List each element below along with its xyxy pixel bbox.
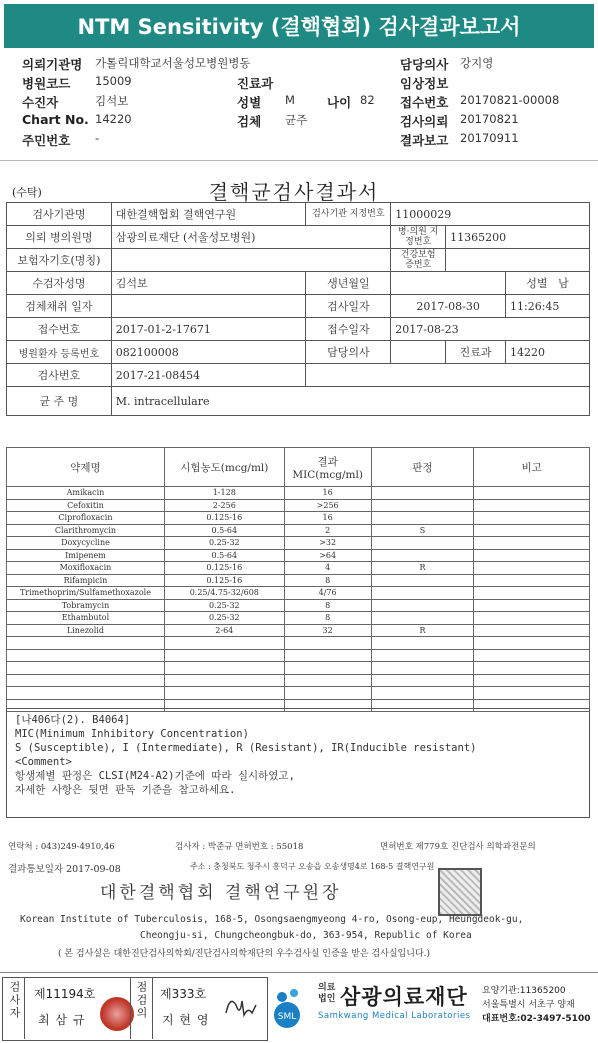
drug-row-empty — [7, 674, 590, 687]
drug-cell — [164, 649, 284, 662]
receipt-label: 접수번호 — [400, 95, 449, 110]
drug-row-empty — [7, 637, 590, 650]
lab-no-value: 11000029 — [391, 203, 590, 226]
drug-cell — [371, 612, 474, 625]
drug-cell: 0.125-16 — [164, 574, 284, 587]
drug-cell — [7, 662, 165, 675]
drug-cell — [284, 662, 371, 675]
drug-cell — [474, 512, 590, 525]
ssn-label: 주민번호 — [22, 133, 71, 148]
report-info — [0, 52, 598, 152]
drug-header-cell: 비고 — [474, 448, 590, 487]
chart-label: Chart No. — [22, 112, 89, 127]
drug-cell — [7, 687, 165, 700]
drug-cell: 2 — [284, 524, 371, 537]
test-no-value: 2017-21-08454 — [111, 364, 306, 387]
scan-title: 결핵균검사결과서 — [208, 180, 380, 204]
checker-no: 제333호 — [160, 987, 207, 1001]
drug-cell — [371, 662, 474, 675]
drug-cell: R — [371, 624, 474, 637]
drug-cell: 0.5-64 — [164, 524, 284, 537]
comment-line: MIC(Minimum Inhibitory Concentration) — [15, 728, 249, 740]
req-no-label: 병·의원 지정번호 — [391, 226, 446, 249]
drug-cell — [164, 662, 284, 675]
sml-logo-icon — [270, 985, 304, 1029]
drug-cell: Amikacin — [7, 487, 165, 500]
drug-cell: 2-256 — [164, 499, 284, 512]
drug-cell — [474, 599, 590, 612]
institute-en-2: Cheongju-si, Chungcheongbuk-do, 363-954, Republic of Korea — [140, 930, 472, 941]
checker-name: 지 현 영 — [162, 1013, 210, 1027]
req-hosp-value: 삼광의료재단 (서울성모병원) — [111, 226, 390, 249]
collect-label: 검체채취 일자 — [7, 295, 112, 318]
drug-cell: 0.25-32 — [164, 537, 284, 550]
drug-cell: Rifampicin — [7, 574, 165, 587]
comment-line: 자세한 사항은 뒷면 판독 기준을 참고하세요. — [15, 784, 236, 796]
drug-cell: 16 — [284, 487, 371, 500]
ssn-value: - — [95, 131, 100, 145]
drug-cell: R — [371, 562, 474, 575]
drug-header-cell: 판정 — [371, 448, 474, 487]
drug-cell: Clarithromycin — [7, 524, 165, 537]
lab-address: 서울특별시 서초구 양재 — [482, 1000, 575, 1010]
drug-row — [7, 599, 590, 612]
drug-cell — [284, 637, 371, 650]
hospital-value: 가톨릭대학교서울성모병원병동 — [95, 56, 251, 70]
drug-cell: >256 — [284, 499, 371, 512]
comment-line: S (Susceptible), I (Intermediate), R (Resistant), IR(Inducible resistant) — [15, 742, 477, 754]
drug-cell — [474, 637, 590, 650]
drug-cell — [371, 512, 474, 525]
institute-name: 대한결핵협회 결핵연구원장 — [100, 883, 342, 903]
drug-cell: 0.125-16 — [164, 512, 284, 525]
code-value: 15009 — [95, 74, 132, 88]
tester-vertical: 검사자 — [8, 981, 21, 1020]
receipt-no-value: 2017-01-2-17671 — [111, 318, 306, 341]
drug-cell — [371, 649, 474, 662]
drug-cell: Trimethoprim/Sulfamethoxazole — [7, 587, 165, 600]
drug-cell: Doxycycline — [7, 537, 165, 550]
drug-cell — [474, 549, 590, 562]
institute-en-1: Korean Institute of Tuberculosis, 168-5, Osongsaengmyeong 4-ro, Osong-eup, Heungdeok-gu, — [20, 914, 524, 925]
drug-row — [7, 612, 590, 625]
insurance-value — [111, 249, 390, 272]
drug-cell — [474, 674, 590, 687]
scan-dept-value: 14220 — [506, 341, 590, 364]
drug-cell — [474, 562, 590, 575]
drug-cell — [371, 637, 474, 650]
reg-value: 082100008 — [111, 341, 306, 364]
test-no-label: 검사번호 — [7, 364, 112, 387]
health-no-label: 건강보험 증번호 — [391, 249, 446, 272]
test-date-label: 검사일자 — [306, 295, 391, 318]
drug-row — [7, 562, 590, 575]
drug-cell: Linezolid — [7, 624, 165, 637]
drug-row — [7, 537, 590, 550]
drug-header-cell: 약제명 — [7, 448, 165, 487]
scan-doctor-label: 담당의사 — [306, 341, 391, 364]
drug-cell — [474, 537, 590, 550]
scan-doctor-value — [391, 341, 446, 364]
drug-cell: S — [371, 524, 474, 537]
patient-table — [6, 202, 590, 416]
sex-cell — [506, 272, 590, 295]
drug-cell — [371, 587, 474, 600]
tester-text: 검사자 : 박준규 면허번호 : 55018 — [175, 842, 304, 852]
drug-cell: Ciprofloxacin — [7, 512, 165, 525]
licence-text: 면허번호 제779호 진단검사 의학과전문의 — [380, 842, 536, 852]
drug-cell — [474, 662, 590, 675]
checker-signature-icon — [222, 991, 262, 1021]
drug-row — [7, 524, 590, 537]
drug-cell: 32 — [284, 624, 371, 637]
drug-row-empty — [7, 687, 590, 700]
drug-cell: 1-128 — [164, 487, 284, 500]
drug-row-empty — [7, 649, 590, 662]
lab-value: 대한결핵협회 결핵연구원 — [111, 203, 306, 226]
drug-cell — [284, 674, 371, 687]
drug-row — [7, 512, 590, 525]
request-label: 검사의뢰 — [400, 114, 449, 129]
code-label: 병원코드 — [22, 76, 71, 91]
report-title: NTM Sensitivity (결핵협회) 검사결과보고서 — [4, 4, 594, 48]
dept-label: 진료과 — [237, 76, 274, 91]
lab-phone: 대표번호:02-3497-5100 — [482, 1014, 591, 1024]
birth-value — [391, 272, 506, 295]
drug-cell — [7, 674, 165, 687]
drug-cell — [284, 687, 371, 700]
comment-line: [나406다(2). B4064] — [15, 714, 131, 726]
age-label: 나이 — [327, 95, 352, 110]
divider — [0, 160, 598, 161]
drug-cell — [371, 499, 474, 512]
specimen-label: 검체 — [237, 114, 262, 129]
brand-prefix: 의료법인 — [318, 983, 336, 1004]
clinical-label: 임상정보 — [400, 76, 449, 91]
req-hosp-label: 의뢰 병의원명 — [7, 226, 112, 249]
comment-box — [6, 708, 590, 818]
drug-cell — [371, 549, 474, 562]
divider — [24, 977, 25, 1039]
drug-cell — [474, 624, 590, 637]
drug-cell: Imipenem — [7, 549, 165, 562]
institution-code: 요양기관:11365200 — [482, 986, 566, 996]
tester-no: 제11194호 — [34, 987, 96, 1001]
specimen-value: 균주 — [285, 113, 308, 127]
drug-cell: 2-64 — [164, 624, 284, 637]
drug-cell — [474, 612, 590, 625]
drug-table — [6, 447, 590, 712]
drug-cell: 4 — [284, 562, 371, 575]
drug-cell — [474, 649, 590, 662]
drug-cell — [164, 687, 284, 700]
drug-cell: 16 — [284, 512, 371, 525]
report-date-text: 결과통보일자 2017-09-08 — [8, 864, 121, 875]
drug-cell: 0.5-64 — [164, 549, 284, 562]
receipt-date-label: 접수일자 — [306, 318, 391, 341]
health-no-value — [446, 249, 590, 272]
address-kr: 주소 : 충청북도 청주시 흥덕구 오송읍 오송생명4로 168-5 결핵연구원 — [190, 862, 435, 871]
sex-label: 성별 — [237, 95, 262, 110]
drug-cell: Ethambutol — [7, 612, 165, 625]
drug-row — [7, 549, 590, 562]
checker-vertical: 점검의 — [135, 981, 148, 1020]
drug-cell: Moxifloxacin — [7, 562, 165, 575]
certification-note: ( 본 검사실은 대한진단검사의학회/진단검사의학재단의 우수검사실 인증을 받은 검사실입니다.) — [58, 949, 431, 959]
drug-cell: 0.125-16 — [164, 562, 284, 575]
drug-cell: Tobramycin — [7, 599, 165, 612]
test-time-value: 11:26:45 — [506, 295, 590, 318]
drug-cell — [7, 637, 165, 650]
drug-cell: >32 — [284, 537, 371, 550]
drug-cell — [371, 674, 474, 687]
brand-en: Samkwang Medical Laboratories — [318, 1011, 471, 1021]
drug-cell — [474, 487, 590, 500]
report-date-value: 20170911 — [460, 131, 519, 145]
age-value: 82 — [360, 93, 375, 107]
reg-label: 병원환자 등록번호 — [7, 341, 112, 364]
scan-sex-label: 성별 — [526, 277, 548, 290]
organism-label: 균 주 명 — [7, 387, 112, 416]
name-value: 김석보 — [111, 272, 306, 295]
drug-header-cell: 시험농도(mcg/ml) — [164, 448, 284, 487]
collect-value — [111, 295, 306, 318]
sex-value: M — [285, 93, 295, 107]
drug-cell: 0.25-32 — [164, 599, 284, 612]
drug-cell — [474, 524, 590, 537]
drug-header-cell: 결과 MIC(mcg/ml) — [284, 448, 371, 487]
institute-seal-icon — [438, 868, 482, 916]
drug-row — [7, 574, 590, 587]
drug-cell: 4/76 — [284, 587, 371, 600]
scan-dept-label: 진료과 — [446, 341, 506, 364]
drug-cell — [474, 499, 590, 512]
test-date-value: 2017-08-30 — [391, 295, 506, 318]
brand-name: 삼광의료재단 — [340, 985, 468, 1009]
drug-row — [7, 487, 590, 500]
consignment-tag: (수탁) — [12, 186, 42, 199]
test-no-blank — [306, 364, 590, 387]
drug-cell: 0.25-32 — [164, 612, 284, 625]
doctor-label: 담당의사 — [400, 57, 449, 72]
drug-cell: >64 — [284, 549, 371, 562]
name-label: 수검자성명 — [7, 272, 112, 295]
patient-value: 김석보 — [95, 94, 129, 108]
req-no-value: 11365200 — [446, 226, 590, 249]
drug-cell — [164, 674, 284, 687]
drug-cell — [164, 637, 284, 650]
request-value: 20170821 — [460, 112, 519, 126]
lab-label: 검사기관명 — [7, 203, 112, 226]
patient-label: 수진자 — [22, 95, 59, 110]
tester-name: 최 삼 규 — [38, 1013, 86, 1027]
doctor-value: 강지영 — [460, 56, 494, 70]
receipt-value: 20170821-00008 — [460, 93, 560, 107]
drug-cell: Cefoxitin — [7, 499, 165, 512]
receipt-no-label: 접수번호 — [7, 318, 112, 341]
drug-cell — [371, 574, 474, 587]
logo-text: SML — [277, 1012, 297, 1022]
drug-cell — [474, 687, 590, 700]
drug-cell — [474, 574, 590, 587]
drug-cell — [371, 599, 474, 612]
divider — [130, 977, 131, 1039]
drug-body — [7, 487, 590, 712]
drug-cell — [284, 649, 371, 662]
drug-cell: 8 — [284, 574, 371, 587]
drug-row — [7, 624, 590, 637]
divider — [152, 977, 153, 1039]
contact-text: 연락처 : 043)249-4910,46 — [8, 842, 115, 852]
comment-line: 항생제별 판정은 CLSI(M24-A2)기준에 따라 실시하였고, — [15, 770, 295, 782]
drug-cell — [474, 587, 590, 600]
tester-stamp-icon — [100, 997, 134, 1031]
drug-cell — [371, 537, 474, 550]
drug-row — [7, 587, 590, 600]
insurance-label: 보험자기호(명칭) — [7, 249, 112, 272]
birth-label: 생년월일 — [306, 272, 391, 295]
drug-row-empty — [7, 662, 590, 675]
drug-cell — [7, 649, 165, 662]
lab-no-label: 검사기관 지정번호 — [306, 203, 391, 226]
drug-cell — [371, 687, 474, 700]
signature-bar — [0, 972, 598, 1043]
comment-line: <Comment> — [15, 756, 72, 768]
report-date-label: 결과보고 — [400, 133, 449, 148]
chart-value: 14220 — [95, 112, 132, 126]
drug-cell: 0.25/4.75-32/608 — [164, 587, 284, 600]
drug-cell — [371, 487, 474, 500]
scan-sex-value: 남 — [558, 277, 569, 290]
organism-value: M. intracellulare — [111, 387, 589, 416]
drug-row — [7, 499, 590, 512]
hospital-label: 의뢰기관명 — [22, 57, 83, 72]
receipt-date-value: 2017-08-23 — [391, 318, 590, 341]
drug-cell: 8 — [284, 612, 371, 625]
drug-header-row — [7, 448, 590, 487]
drug-cell: 8 — [284, 599, 371, 612]
